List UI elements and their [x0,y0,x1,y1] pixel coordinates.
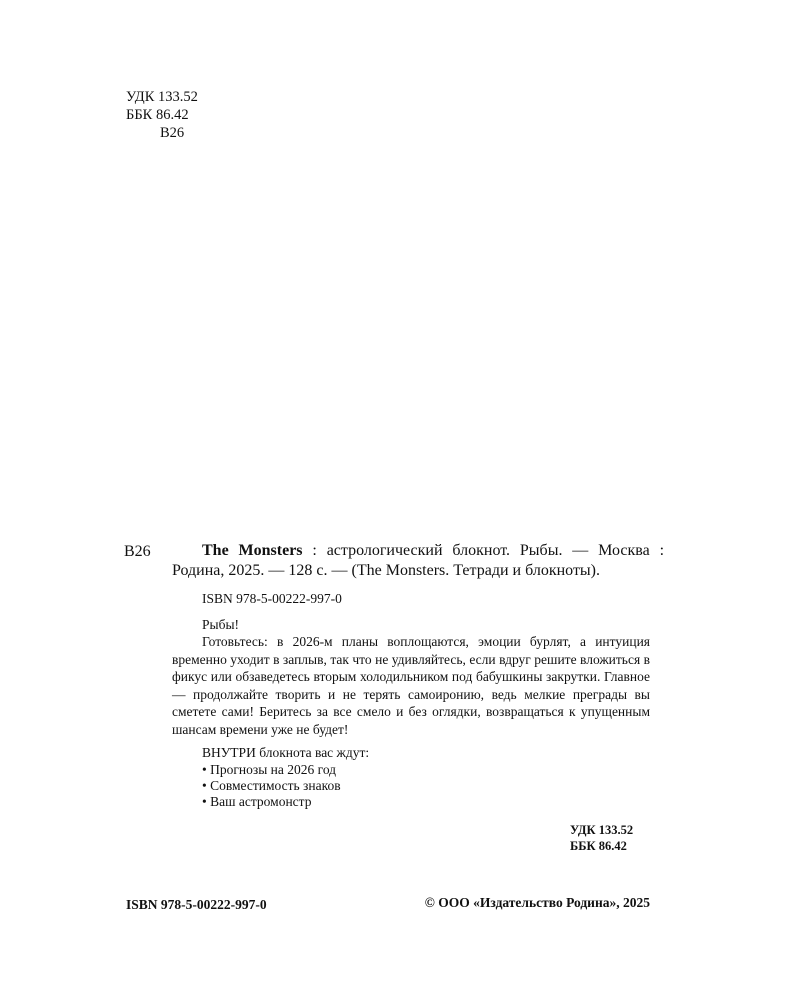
udk-top: УДК 133.52 [126,89,198,105]
list-item: • Прогнозы на 2026 год [202,762,341,778]
author-code-catalog: В26 [124,543,151,560]
isbn-bottom: ISBN 978-5-00222-997-0 [126,897,267,912]
catalog-entry [172,541,664,581]
catalog-description: : астрологический блокнот. Рыбы. — Москва : Родина, 2025. — 128 с. — (The Monsters. Тетради и блокноты). [172,542,665,579]
list-item: • Ваш астромонстр [202,794,341,810]
book-title: The Monsters [202,542,303,559]
udk-bottom: УДК 133.52 [570,823,634,837]
inside-heading: ВНУТРИ блокнота вас ждут: [202,745,370,760]
bbk-bottom: ББК 86.42 [570,839,627,853]
inside-list [202,762,341,810]
author-code-top: В26 [160,125,185,141]
list-item: • Совместимость знаков [202,778,341,794]
copyright: © ООО «Издательство Родина», 2025 [424,895,650,910]
bbk-top: ББК 86.42 [126,107,189,123]
annotation-body: Готовьтесь: в 2026-м планы воплощаются, эмоции бурлят, а интуиция временно уходит в заплыв, так что не удивляйтесь, если вдруг решите вложиться в фикус или обзаведетесь вторым холодильником под бабушкины закрутки. Главное — продолжайте творить и не терять самоиронию, ведь мелкие преграды вы сметете сами! Беритесь за все смело и без оглядки, возвращаться к упущенным шансам времени уже не будет! [172,634,650,737]
catalog-isbn: ISBN 978-5-00222-997-0 [202,591,342,606]
annotation-heading: Рыбы! [202,617,240,632]
